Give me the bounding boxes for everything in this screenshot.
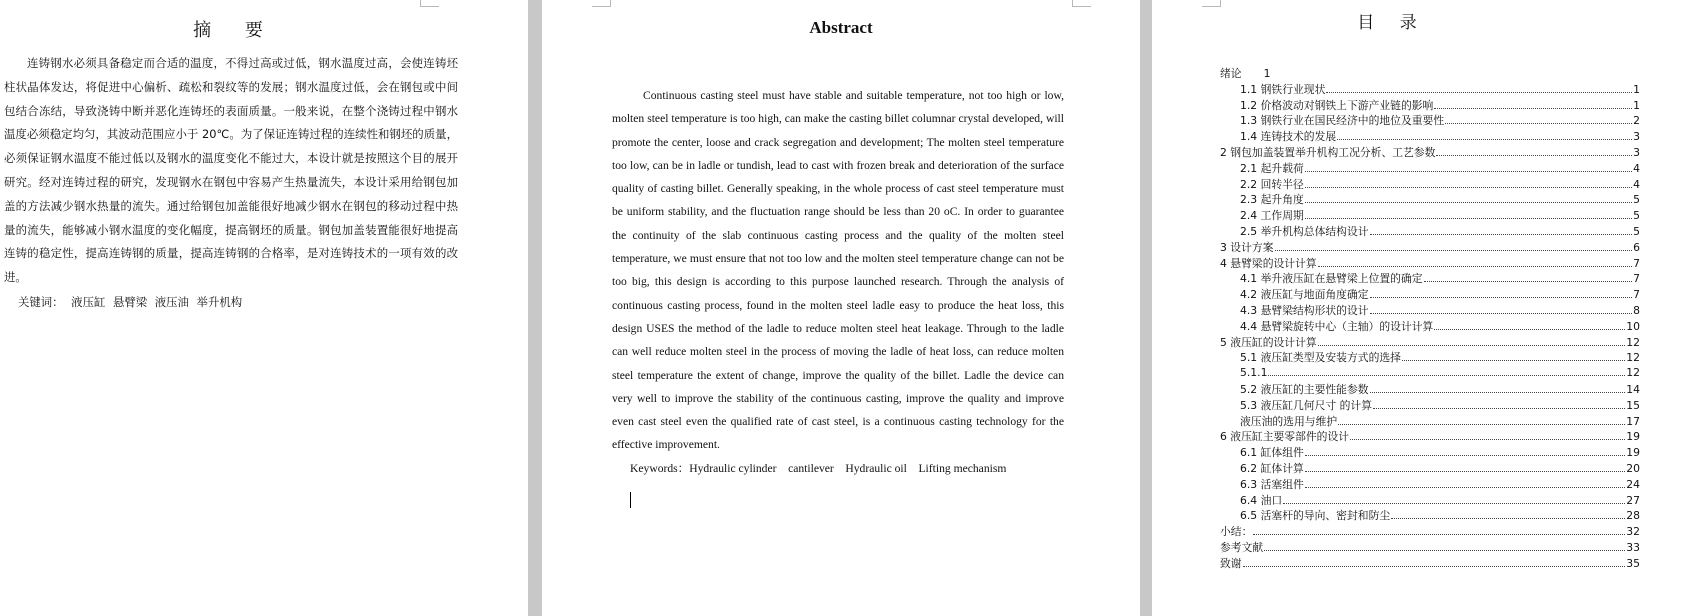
toc-dot-leader bbox=[1305, 471, 1625, 472]
toc-entry-label: 液压油的选用与维护 bbox=[1240, 414, 1338, 428]
toc-dot-leader bbox=[1370, 234, 1633, 235]
toc-entry-label: 6.5 活塞杆的导向、密封和防尘 bbox=[1240, 509, 1391, 523]
toc-entry[interactable] bbox=[1220, 350, 1640, 366]
page-corner-mark bbox=[1072, 0, 1091, 7]
toc-dot-leader bbox=[1424, 281, 1633, 282]
toc-dot-leader bbox=[1370, 392, 1626, 393]
toc-entry-page-number: 7 bbox=[1633, 288, 1640, 302]
toc-dot-leader bbox=[1305, 455, 1625, 456]
page-gutter bbox=[528, 0, 542, 616]
toc-dot-leader bbox=[1391, 518, 1625, 519]
toc-entry-page-number: 5 bbox=[1633, 224, 1640, 238]
toc-entry-page-number: 12 bbox=[1626, 366, 1640, 380]
toc-entry[interactable] bbox=[1220, 429, 1640, 445]
toc-entry[interactable] bbox=[1220, 493, 1640, 509]
toc-entry-label: 2.5 举升机构总体结构设计 bbox=[1240, 224, 1369, 238]
toc-entry[interactable] bbox=[1220, 240, 1640, 256]
page-title: 摘 要 bbox=[193, 20, 277, 41]
toc-entry-page-number: 33 bbox=[1626, 540, 1640, 554]
toc-dot-leader bbox=[1373, 408, 1625, 409]
toc-entry-page-number: 4 bbox=[1633, 161, 1640, 175]
toc-dot-leader bbox=[1434, 329, 1625, 330]
page-english-abstract bbox=[542, 0, 1140, 616]
page-corner-mark bbox=[592, 0, 611, 7]
toc-entry[interactable] bbox=[1220, 477, 1640, 493]
toc-entry[interactable] bbox=[1220, 192, 1640, 208]
toc-entry[interactable] bbox=[1220, 319, 1640, 335]
toc-entry-page-number: 2 bbox=[1633, 114, 1640, 128]
toc-entry-label: 4.2 液压缸与地面角度确定 bbox=[1240, 288, 1369, 302]
toc-dot-leader bbox=[1445, 123, 1632, 124]
toc-entry[interactable] bbox=[1220, 335, 1640, 351]
toc-entry-page-number: 28 bbox=[1626, 509, 1640, 523]
toc-entry[interactable] bbox=[1220, 256, 1640, 272]
page-title: 目 录 bbox=[1357, 13, 1427, 33]
toc-entry[interactable] bbox=[1220, 445, 1640, 461]
toc-entry[interactable] bbox=[1220, 224, 1640, 240]
toc-entry-page-number: 17 bbox=[1626, 414, 1640, 428]
toc-entry-page-number: 32 bbox=[1626, 525, 1640, 539]
keywords-line[interactable]: Keywords：Hydraulic cylinder cantilever Hydraulic oil Lifting mechanism bbox=[630, 462, 1007, 475]
text-cursor bbox=[630, 492, 631, 508]
toc-dot-leader bbox=[1338, 424, 1625, 425]
toc-entry-label: 5.1 液压缸类型及安装方式的选择 bbox=[1240, 351, 1401, 365]
toc-entry-page-number: 35 bbox=[1626, 556, 1640, 570]
toc-entry-label: 2.2 回转半径 bbox=[1240, 177, 1304, 191]
toc-dot-leader bbox=[1305, 218, 1632, 219]
toc-entry[interactable] bbox=[1220, 366, 1640, 382]
keywords-line[interactable]: 关键词： 液压缸 悬臂梁 液压油 举升机构 bbox=[18, 295, 243, 309]
toc-entry-label: 5.1.1 bbox=[1240, 366, 1268, 380]
toc-entry-label: 4 悬臂梁的设计计算 bbox=[1220, 256, 1317, 270]
toc-entry-label: 4.1 举升液压缸在悬臂梁上位置的确定 bbox=[1240, 272, 1423, 286]
toc-entry[interactable] bbox=[1220, 540, 1640, 556]
toc-entry-page-number: 7 bbox=[1633, 272, 1640, 286]
table-of-contents bbox=[1220, 66, 1640, 572]
abstract-body-text[interactable]: 连铸钢水必须具备稳定而合适的温度，不得过高或过低，钢水温度过高，会使连铸坯柱状晶体发达，将促进中心偏析、疏松和裂纹等的发展；钢水温度过低，会在钢包或中间包结合冻结，导致浇铸中断并恶化连铸坯的表面质量。一般来说，在整个浇铸过程中钢水温度必须稳定均匀，其波动范围应小于 20℃。为了保证连铸过程的连续性和钢坯的质量，必须保证钢水温度不能过低以及钢水的温度变化不能过大，本设计就是按照这个目的展开研究。经对连铸过程的研究，发现钢水在钢包中容易产生热量流失，本设计采用给钢包加盖的方法减少钢水热量的流失。通过给钢包加盖能很好地减少钢水在钢包的移动过程中热量的流失，能够减小钢水温度的变化幅度，提高钢坯的质量。钢包加盖装置能很好地提高连铸的稳定性，提高连铸钢的质量，提高连铸钢的合格率，是对连铸技术的一项有效的改进。 bbox=[4, 56, 458, 285]
toc-dot-leader bbox=[1305, 171, 1632, 172]
toc-entry-label: 参考文献 bbox=[1220, 540, 1264, 554]
toc-entry[interactable] bbox=[1220, 414, 1640, 430]
toc-dot-leader bbox=[1253, 534, 1625, 535]
toc-dot-leader bbox=[1370, 297, 1633, 298]
toc-entry-label: 1.1 钢铁行业现状 bbox=[1240, 82, 1326, 96]
toc-entry-label: 6.3 活塞组件 bbox=[1240, 477, 1304, 491]
toc-entry[interactable] bbox=[1220, 98, 1640, 114]
toc-entry-page-number: 4 bbox=[1633, 177, 1640, 191]
toc-entry-label: 2.1 起升载荷 bbox=[1240, 161, 1304, 175]
toc-entry-page-number: 5 bbox=[1633, 193, 1640, 207]
toc-entry-label: 小结： bbox=[1220, 525, 1253, 539]
toc-entry[interactable] bbox=[1220, 524, 1640, 540]
page-corner-mark bbox=[1202, 0, 1221, 7]
toc-entry-page-number: 3 bbox=[1633, 145, 1640, 159]
toc-dot-leader bbox=[1370, 313, 1633, 314]
toc-entry-page-number: 12 bbox=[1626, 351, 1640, 365]
toc-dot-leader bbox=[1434, 108, 1632, 109]
toc-entry-page-number: 1 bbox=[1633, 82, 1640, 96]
toc-entry-label: 1.4 连铸技术的发展 bbox=[1240, 130, 1337, 144]
toc-entry-page-number: 27 bbox=[1626, 493, 1640, 507]
toc-entry-page-number: 10 bbox=[1626, 319, 1640, 333]
toc-entry-page-number: 20 bbox=[1626, 461, 1640, 475]
toc-entry[interactable] bbox=[1220, 113, 1640, 129]
toc-entry[interactable] bbox=[1220, 382, 1640, 398]
toc-entry-page-number: 12 bbox=[1626, 335, 1640, 349]
toc-entry[interactable] bbox=[1220, 556, 1640, 572]
toc-entry-page-number: 8 bbox=[1633, 303, 1640, 317]
toc-entry[interactable] bbox=[1220, 508, 1640, 524]
toc-dot-leader bbox=[1268, 375, 1625, 376]
toc-entry[interactable] bbox=[1220, 271, 1640, 287]
toc-dot-leader bbox=[1243, 566, 1626, 567]
toc-entry-label: 2 钢包加盖装置举升机构工况分析、工艺参数 bbox=[1220, 145, 1436, 159]
toc-dot-leader bbox=[1305, 202, 1632, 203]
toc-dot-leader bbox=[1283, 503, 1625, 504]
toc-entry-page-number: 1 bbox=[1263, 67, 1271, 80]
page-corner-mark bbox=[420, 0, 439, 7]
toc-entry-label: 1.2 价格波动对钢铁上下游产业链的影响 bbox=[1240, 98, 1434, 112]
toc-entry[interactable] bbox=[1220, 398, 1640, 414]
toc-entry[interactable] bbox=[1220, 129, 1640, 145]
toc-entry-label: 1.3 钢铁行业在国民经济中的地位及重要性 bbox=[1240, 114, 1445, 128]
toc-entry-label: 4.3 悬臂梁结构形状的设计 bbox=[1240, 303, 1369, 317]
page-gutter bbox=[1140, 0, 1152, 616]
toc-entry-label: 6.4 油口 bbox=[1240, 493, 1283, 507]
page-chinese-abstract bbox=[0, 0, 528, 616]
toc-entry-page-number: 24 bbox=[1626, 477, 1640, 491]
toc-dot-leader bbox=[1305, 187, 1632, 188]
toc-entry-label: 2.3 起升角度 bbox=[1240, 193, 1304, 207]
toc-entry[interactable] bbox=[1220, 461, 1640, 477]
toc-entry-page-number: 5 bbox=[1633, 209, 1640, 223]
toc-entry[interactable] bbox=[1220, 82, 1640, 98]
toc-dot-leader bbox=[1318, 266, 1632, 267]
abstract-body-text[interactable]: Continuous casting steel must have stable and suitable temperature, not too high or low, molten steel temperature is too high, can make the casting billet columnar crystal developed, will promote the center, loose and crack segregation and development; The molten steel temperature too low, can be in ladle or tundish, lead to cast with frozen break and deterioration of the surface quality of casting billet. Generally speaking, in the whole process of cast steel temperature must be uniform stability, and the fluctuation range should be less than 20 oC. In order to guarantee the continuity of the slab continuous casting process and the quality of the molten steel temperature, we must ensure that not too low and the molten steel temperature change can not be too big, this design is according to this purpose launched research. Through the analysis of continuous casting process, found in the molten steel ladle easy to produce the heat loss, this design USES the method of the ladle to reduce molten steel heat leakage. Through to the ladle can well reduce molten steel in the process of moving the ladle of heat loss, can reduce molten steel temperature the extent of change, improve the quality of the billet. Ladle the device can very well to improve the stability of the continuous casting, improve the quality and improve even cast steel even the qualified rate of cast steel, is a continuous casting technology for the effective improvement. bbox=[612, 89, 1064, 452]
toc-entry[interactable] bbox=[1220, 177, 1640, 193]
page-table-of-contents bbox=[1152, 0, 1696, 616]
toc-dot-leader bbox=[1337, 139, 1632, 140]
toc-entry-page-number: 1 bbox=[1633, 98, 1640, 112]
toc-entry-label: 2.4 工作周期 bbox=[1240, 209, 1304, 223]
toc-entry-label: 6.1 缸体组件 bbox=[1240, 446, 1304, 460]
toc-entry[interactable] bbox=[1220, 161, 1640, 177]
toc-entry[interactable] bbox=[1220, 287, 1640, 303]
toc-dot-leader bbox=[1326, 92, 1632, 93]
toc-entry-label: 6.2 缸体计算 bbox=[1240, 461, 1304, 475]
toc-entry-page-number: 6 bbox=[1633, 240, 1640, 254]
toc-entry[interactable] bbox=[1220, 208, 1640, 224]
toc-dot-leader bbox=[1350, 439, 1625, 440]
toc-entry-page-number: 15 bbox=[1626, 398, 1640, 412]
toc-dot-leader bbox=[1436, 155, 1632, 156]
toc-entry-page-number: 19 bbox=[1626, 430, 1640, 444]
page-title: Abstract bbox=[809, 18, 873, 37]
toc-entry-label: 3 设计方案 bbox=[1220, 240, 1274, 254]
toc-entry-page-number: 14 bbox=[1626, 382, 1640, 396]
toc-dot-leader bbox=[1275, 250, 1633, 251]
toc-entry-label: 绪论 bbox=[1220, 67, 1242, 80]
toc-dot-leader bbox=[1402, 360, 1625, 361]
toc-entry[interactable] bbox=[1220, 145, 1640, 161]
toc-entry[interactable] bbox=[1220, 66, 1640, 82]
toc-entry[interactable] bbox=[1220, 303, 1640, 319]
toc-dot-leader bbox=[1318, 345, 1626, 346]
toc-entry-label: 5.2 液压缸的主要性能参数 bbox=[1240, 382, 1369, 396]
toc-entry-label: 5.3 液压缸几何尺寸 的计算 bbox=[1240, 398, 1373, 412]
toc-entry-page-number: 3 bbox=[1633, 130, 1640, 144]
toc-entry-label: 4.4 悬臂梁旋转中心（主轴）的设计计算 bbox=[1240, 319, 1434, 333]
toc-entry-label: 致谢 bbox=[1220, 556, 1242, 570]
toc-entry-page-number: 19 bbox=[1626, 446, 1640, 460]
toc-entry-label: 5 液压缸的设计计算 bbox=[1220, 335, 1317, 349]
toc-entry-label: 6 液压缸主要零部件的设计 bbox=[1220, 430, 1350, 444]
toc-dot-leader bbox=[1305, 487, 1625, 488]
toc-entry-page-number: 7 bbox=[1633, 256, 1640, 270]
toc-dot-leader bbox=[1264, 550, 1625, 551]
